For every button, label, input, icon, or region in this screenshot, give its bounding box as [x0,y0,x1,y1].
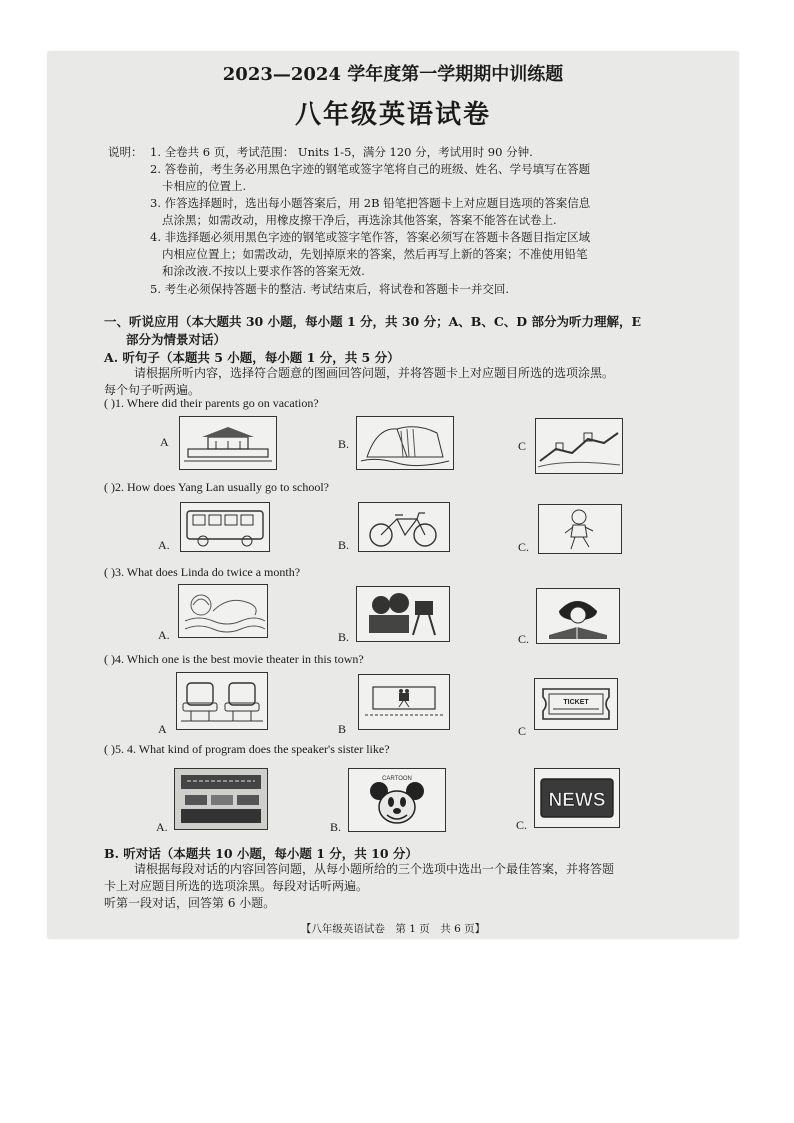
part-b-instruction: 卡上对应题目所选的选项涂黑。每段对话听两遍。 [104,879,369,893]
great-wall-picture [535,418,623,474]
option-label: C. [516,818,528,832]
part-b-heading: B. 听对话（本题共 10 小题，每小题 1 分，共 10 分） [104,846,418,861]
option-label: A [160,435,169,449]
question-4: ( )4. Which one is the best movie theater in this town? [104,652,364,666]
seats-picture [176,672,268,730]
waterfall-picture [356,416,454,470]
tiananmen-picture [179,416,277,470]
section-heading: 一、听说应用（本大题共 30 小题，每小题 1 分，共 30 分；A、B、C、D 部分为听力理解，E [104,314,642,329]
question-1: ( )1. Where did their parents go on vacation? [104,396,319,410]
question-5: ( )5. 4. What kind of program does the speaker's sister like? [104,742,390,756]
news-picture [534,768,620,828]
movie-screen-picture [358,674,450,730]
walking-boy-picture [538,504,622,554]
ticket-picture [534,678,618,730]
cartoon-picture [348,768,446,832]
option-label: C [518,724,527,738]
exam-subject-title: 八年级英语试卷 [294,100,491,130]
exam-page [48,52,738,938]
watching-movie-picture [356,586,450,642]
option-label: A. [158,628,170,642]
option-label: B. [330,820,342,834]
instruction-line: 4. 非选择题必须用黑色字迹的钢笔或签字笔作答，答案必须写在答题卡各题目指定区域 [150,230,591,244]
instruction-line: 点涂黑；如需改动，用橡皮擦干净后，再选涂其他答案，答案不能答在试卷上. [162,213,557,227]
option-label: C. [518,540,530,554]
option-label: A. [156,820,168,834]
ticket-text: TICKET [563,699,589,706]
option-label: A [158,722,167,736]
question-2: ( )2. How does Yang Lan usually go to school? [104,480,329,494]
cartoon-text: CARTOON [382,776,412,782]
section-heading: 部分为情景对话） [126,332,227,347]
instruction-line: 2. 答卷前，考生务必用黑色字迹的钢笔或签字笔将自己的班级、姓名、学号填写在答题 [150,162,591,176]
exam-term-title: 2023—2024 学年度第一学期期中训练题 [222,64,564,85]
page-footer: 【八年级英语试卷 第 1 页 共 6 页】 [300,923,486,935]
instruction-line: 内相应位置上；如需改动，先划掉原来的答案，然后再写上新的答案；不准使用铅笔 [162,247,588,261]
option-label: B [338,722,347,736]
instruction-line: 和涂改液.不按以上要求作答的答案无效. [162,264,365,278]
part-b-instruction: 听第一段对话，回答第 6 小题。 [104,896,276,910]
option-label: C. [518,632,530,646]
sports-program-picture [174,768,268,830]
news-text: NEWS [548,790,606,811]
instruction-line: 卡相应的位置上. [162,179,247,193]
instruction-line: 1. 全卷共 6 页，考试范围： Units 1-5，满分 120 分，考试用时 90 分钟. [150,145,533,159]
instructions-label: 说明： [108,145,143,159]
part-a-instruction: 请根据所听内容，选择符合题意的图画回答问题，并将答题卡上对应题目所选的选项涂黑。 [134,366,615,380]
swimming-picture [178,584,268,638]
reading-picture [536,588,620,644]
option-label: A. [158,538,170,552]
bicycle-picture [358,502,450,552]
option-label: B. [338,630,350,644]
option-label: B. [338,538,350,552]
bus-picture [180,502,270,552]
option-label: C [518,439,527,453]
part-b-instruction: 请根据每段对话的内容回答问题，从每小题所给的三个选项中选出一个最佳答案，并将答题 [134,862,615,876]
instruction-line: 5. 考生必须保持答题卡的整洁. 考试结束后，将试卷和答题卡一并交回. [150,282,510,296]
part-a-heading: A. 听句子（本题共 5 小题，每小题 1 分，共 5 分） [104,350,400,365]
instruction-line: 3. 作答选择题时，选出每小题答案后，用 2B 铅笔把答题卡上对应题目选项的答案信息 [150,196,591,210]
part-a-instruction: 每个句子听两遍。 [104,383,201,397]
question-3: ( )3. What does Linda do twice a month? [104,565,301,579]
option-label: B. [338,437,350,451]
